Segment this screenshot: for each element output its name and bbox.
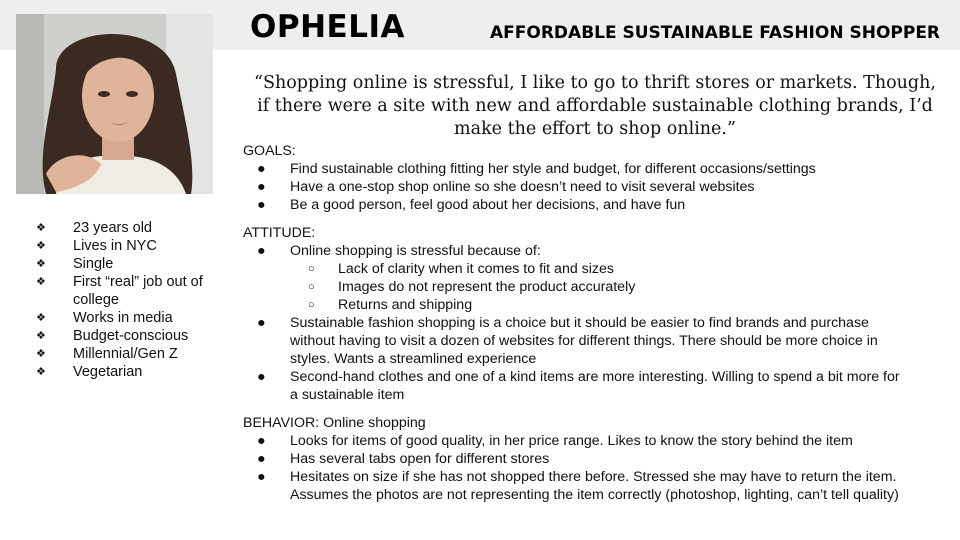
bullet-icon: ● xyxy=(257,469,266,485)
bullet-icon: ● xyxy=(257,315,266,331)
goal-item: ● Find sustainable clothing fitting her style and budget, for different occasions/settings xyxy=(257,161,816,177)
diamond-bullet-icon: ❖ xyxy=(36,348,46,360)
bullet-icon: ● xyxy=(257,179,266,195)
attitude-subitem: ○ Returns and shipping xyxy=(308,297,473,313)
behavior-section xyxy=(243,414,943,504)
bullet-icon: ● xyxy=(257,243,266,259)
goals-section xyxy=(243,142,943,214)
bullet-icon: ● xyxy=(257,433,266,449)
diamond-bullet-icon: ❖ xyxy=(36,330,46,342)
attitude-title: ATTITUDE: xyxy=(243,225,316,241)
diamond-bullet-icon: ❖ xyxy=(36,240,46,252)
bio-item: ❖ First “real” job out of college xyxy=(36,274,203,308)
bio-item: ❖ Lives in NYC xyxy=(36,238,157,254)
bio-item: ❖ 23 years old xyxy=(36,220,152,236)
attitude-item: ● Second-hand clothes and one of a kind items are more interesting. Willing to spend a bit more for a sustainable item xyxy=(257,369,900,403)
persona-role: AFFORDABLE SUSTAINABLE FASHION SHOPPER xyxy=(490,23,941,43)
attitude-sublist xyxy=(290,260,943,314)
behavior-title: BEHAVIOR: Online shopping xyxy=(243,415,426,431)
behavior-list xyxy=(243,432,943,504)
goals-title: GOALS: xyxy=(243,143,296,159)
bio-list xyxy=(36,219,226,381)
attitude-list xyxy=(243,242,943,404)
attitude-item: ● Sustainable fashion shopping is a choice but it should be easier to find brands and purchase without having to visit a dozen of websites for different things. There should be more choice in styles. Wants a streamlined experience xyxy=(257,315,878,367)
bullet-icon: ● xyxy=(257,451,266,467)
diamond-bullet-icon: ❖ xyxy=(36,312,46,324)
attitude-subitem: ○ Images do not represent the product accurately xyxy=(308,279,636,295)
bio-item: ❖ Single xyxy=(36,256,114,272)
behavior-item: ● Hesitates on size if she has not shopped there before. Stressed she may have to return the item. Assumes the photos are not representing the item correctly (photoshop, lighting, can’t tell quality) xyxy=(257,469,899,503)
attitude-item: ● Online shopping is stressful because of: ○ Lack of clarity when it comes to fit and sizes ○ Images do not represent the product accurately ○ Returns and shipping xyxy=(243,242,943,314)
persona-quote: “Shopping online is stressful, I like to go to thrift stores or markets. Though, if there were a site with new and affordable sustainable clothing brands, I’d make the effort to shop online.” xyxy=(254,73,936,139)
goals-list xyxy=(243,160,943,214)
bio-item: ❖ Millennial/Gen Z xyxy=(36,346,178,362)
circle-bullet-icon: ○ xyxy=(308,299,315,311)
persona-photo xyxy=(16,14,213,194)
persona-name: OPHELIA xyxy=(250,9,405,45)
behavior-item: ● Has several tabs open for different stores xyxy=(257,451,550,467)
diamond-bullet-icon: ❖ xyxy=(36,258,46,270)
circle-bullet-icon: ○ xyxy=(308,281,315,293)
attitude-section xyxy=(243,224,943,404)
goal-item: ● Have a one-stop shop online so she doesn’t need to visit several websites xyxy=(257,179,755,195)
attitude-subitem: ○ Lack of clarity when it comes to fit and sizes xyxy=(308,261,614,277)
persona-details xyxy=(243,142,943,514)
portrait-illustration xyxy=(16,14,213,194)
bullet-icon: ● xyxy=(257,369,266,385)
behavior-item: ● Looks for items of good quality, in her price range. Likes to know the story behind the item xyxy=(257,433,853,449)
bullet-icon: ● xyxy=(257,197,266,213)
diamond-bullet-icon: ❖ xyxy=(36,276,46,288)
diamond-bullet-icon: ❖ xyxy=(36,366,46,378)
bullet-icon: ● xyxy=(257,161,266,177)
goal-item: ● Be a good person, feel good about her decisions, and have fun xyxy=(257,197,686,213)
diamond-bullet-icon: ❖ xyxy=(36,222,46,234)
bio-item: ❖ Vegetarian xyxy=(36,364,143,380)
circle-bullet-icon: ○ xyxy=(308,263,315,275)
bio-item: ❖ Budget-conscious xyxy=(36,328,189,344)
bio-item: ❖ Works in media xyxy=(36,310,173,326)
